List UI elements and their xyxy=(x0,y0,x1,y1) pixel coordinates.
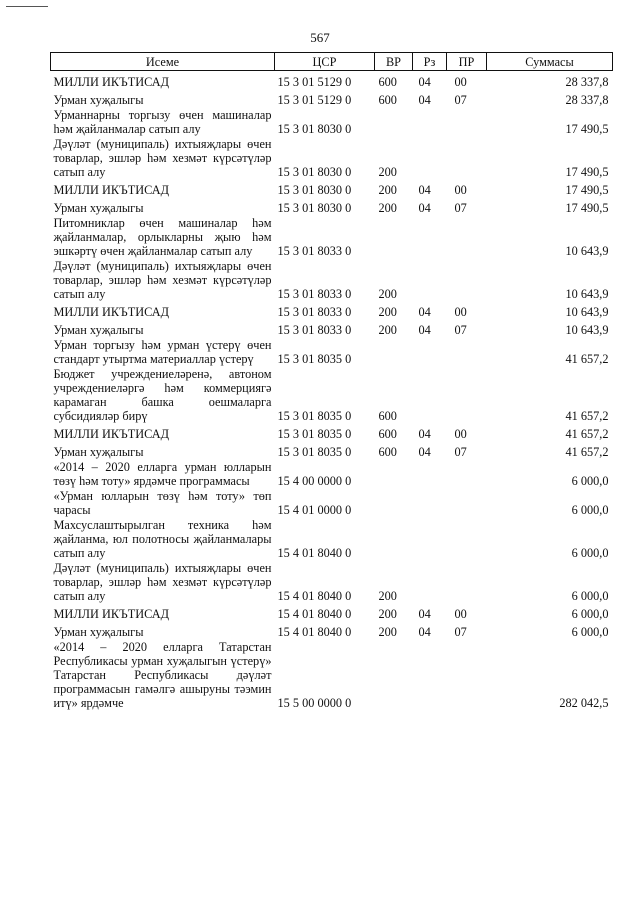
cell-name: «Урман юлларын төзү һәм тоту» төп чарасы xyxy=(53,489,272,517)
cell-sum: 6 000,0 xyxy=(571,546,609,560)
cell-pr xyxy=(447,517,487,560)
cell-name: Питомниклар өчен машиналар һәм җайланмалар, орлыкларны җыю һәм эшкәртү өчен җайланмалар сатып алу xyxy=(53,216,272,258)
cell-csr: 15 3 01 8033 0 xyxy=(277,287,352,301)
cell-name: Урман хуҗалыгы xyxy=(53,625,144,639)
cell-csr: 15 3 01 8035 0 xyxy=(277,445,352,459)
cell-name: МИЛЛИ ИКЪТИСАД xyxy=(53,427,169,441)
cell-sum: 6 000,0 xyxy=(571,474,609,488)
cell-sum: 6 000,0 xyxy=(571,607,609,621)
cell-rz: 04 xyxy=(418,201,431,215)
table-row xyxy=(51,258,613,301)
cell-sum: 17 490,5 xyxy=(565,122,609,136)
cell-name: Дәүләт (муниципаль) ихтыяҗлары өчен товарлар, эшләр һәм хезмәт күрсәтүләр сатып алу xyxy=(53,259,272,301)
cell-vr xyxy=(375,488,413,517)
table-row xyxy=(51,319,613,337)
cell-csr: 15 3 01 8033 0 xyxy=(277,305,352,319)
cell-csr: 15 4 00 0000 0 xyxy=(277,474,352,488)
page-number: 567 xyxy=(310,30,330,45)
cell-rz xyxy=(413,639,447,710)
cell-vr: 600 xyxy=(375,71,413,90)
header-row xyxy=(51,53,613,71)
cell-vr: 600 xyxy=(378,93,397,107)
cell-sum: 41 657,2 xyxy=(565,409,609,423)
cell-sum: 6 000,0 xyxy=(571,503,609,517)
cell-rz: 04 xyxy=(418,93,431,107)
cell-pr: 07 xyxy=(454,445,467,459)
cell-name: Урман торгызу һәм урман үстерү өчен стандарт утыртма материаллар үстерү xyxy=(53,338,272,366)
cell-vr: 600 xyxy=(378,427,397,441)
cell-vr: 200 xyxy=(378,305,397,319)
cell-name: МИЛЛИ ИКЪТИСАД xyxy=(53,305,169,319)
table-row xyxy=(51,560,613,603)
header-rz: Рз xyxy=(413,53,447,71)
cell-name: Урман хуҗалыгы xyxy=(53,445,144,459)
cell-name: МИЛЛИ ИКЪТИСАД xyxy=(53,183,169,197)
cell-sum: 28 337,8 xyxy=(487,71,613,90)
cell-csr: 15 3 01 8030 0 xyxy=(277,122,352,136)
table-row xyxy=(51,136,613,179)
cell-csr: 15 4 01 8040 0 xyxy=(277,625,352,639)
cell-sum: 17 490,5 xyxy=(565,201,609,215)
table-row xyxy=(51,71,613,90)
cell-sum: 282 042,5 xyxy=(559,696,609,710)
cell-name: Урман хуҗалыгы xyxy=(53,93,144,107)
cell-rz: 04 xyxy=(418,305,431,319)
cell-vr xyxy=(375,639,413,710)
cell-vr: 200 xyxy=(378,323,397,337)
cell-name: МИЛЛИ ИКЪТИСАД xyxy=(53,607,169,621)
cell-sum: 17 490,5 xyxy=(565,165,609,179)
cell-csr: 15 4 01 0000 0 xyxy=(277,503,352,517)
table-body xyxy=(51,71,613,711)
table-row xyxy=(51,423,613,441)
cell-pr xyxy=(447,337,487,366)
cell-pr xyxy=(447,215,487,258)
cell-rz xyxy=(413,517,447,560)
table-row xyxy=(51,517,613,560)
header-sum: Суммасы xyxy=(487,53,613,71)
cell-sum: 6 000,0 xyxy=(571,589,609,603)
cell-pr: 00 xyxy=(447,71,487,90)
cell-pr: 00 xyxy=(454,183,467,197)
cell-rz xyxy=(413,136,447,179)
cell-csr: 15 3 01 8035 0 xyxy=(277,427,352,441)
cell-pr: 00 xyxy=(454,607,467,621)
cell-vr xyxy=(375,215,413,258)
cell-rz xyxy=(413,459,447,488)
cell-rz xyxy=(413,258,447,301)
table-row xyxy=(51,89,613,107)
cell-rz xyxy=(413,215,447,258)
cell-rz xyxy=(413,337,447,366)
cell-name: Махсуслаштырылган техника һәм җайланма, юл полотносы җайланмалары сатып алу xyxy=(53,518,272,560)
cell-csr: 15 4 01 8040 0 xyxy=(277,589,352,603)
table-row xyxy=(51,215,613,258)
cell-rz: 04 xyxy=(413,71,447,90)
table-row xyxy=(51,107,613,136)
cell-pr: 00 xyxy=(454,305,467,319)
cell-pr xyxy=(447,488,487,517)
cell-sum: 10 643,9 xyxy=(565,323,609,337)
cell-pr xyxy=(447,459,487,488)
cell-rz xyxy=(413,560,447,603)
cell-sum: 17 490,5 xyxy=(565,183,609,197)
budget-table xyxy=(50,52,613,710)
cell-csr: 15 4 01 8040 0 xyxy=(277,607,352,621)
cell-name: Урманнарны торгызу өчен машиналар һәм җайланмалар сатып алу xyxy=(53,108,272,136)
cell-rz: 04 xyxy=(418,625,431,639)
cell-pr: 07 xyxy=(454,625,467,639)
cell-csr: 15 3 01 5129 0 xyxy=(277,93,352,107)
cell-rz: 04 xyxy=(418,445,431,459)
cell-vr: 600 xyxy=(378,445,397,459)
table-row xyxy=(51,337,613,366)
header-name: Исеме xyxy=(51,53,275,71)
cell-vr: 200 xyxy=(378,589,397,603)
cell-rz xyxy=(413,488,447,517)
cell-name: «2014 – 2020 елларга Татарстан Республикасы урман хуҗалыгын үстерү» Татарстан Республикасы дәүләт программасын гамәлгә ашыруны тәэмин итү» ярдәмче xyxy=(53,640,272,710)
cell-rz xyxy=(413,107,447,136)
cell-csr: 15 3 01 8033 0 xyxy=(277,244,352,258)
table-row xyxy=(51,441,613,459)
cell-pr xyxy=(447,366,487,423)
table-row xyxy=(51,179,613,197)
cell-csr: 15 3 01 8030 0 xyxy=(277,183,352,197)
cell-pr xyxy=(447,560,487,603)
table-row xyxy=(51,621,613,639)
cell-name: МИЛЛИ ИКЪТИСАД xyxy=(51,71,275,90)
cell-vr: 200 xyxy=(378,201,397,215)
table-row xyxy=(51,197,613,215)
cell-sum: 10 643,9 xyxy=(565,244,609,258)
header-pr: ПР xyxy=(447,53,487,71)
cell-name: Урман хуҗалыгы xyxy=(53,201,144,215)
cell-sum: 41 657,2 xyxy=(565,445,609,459)
cell-csr: 15 3 01 8033 0 xyxy=(277,323,352,337)
cell-pr xyxy=(447,136,487,179)
cell-sum: 41 657,2 xyxy=(565,352,609,366)
cell-vr: 200 xyxy=(378,165,397,179)
cell-sum: 10 643,9 xyxy=(565,287,609,301)
cell-rz: 04 xyxy=(418,323,431,337)
header-vr: ВР xyxy=(375,53,413,71)
cell-vr: 200 xyxy=(378,607,397,621)
cell-rz: 04 xyxy=(418,427,431,441)
cell-name: Бюджет учреждениеләренә, автоном учреждениеләргә һәм коммерциягә карамаган башка оешмаларга субсидияләр бирү xyxy=(53,367,272,423)
cell-vr: 600 xyxy=(378,409,397,423)
cell-pr xyxy=(447,258,487,301)
cell-sum: 6 000,0 xyxy=(571,625,609,639)
cell-vr: 200 xyxy=(378,625,397,639)
cell-rz: 04 xyxy=(418,183,431,197)
cell-csr: 15 3 01 8030 0 xyxy=(277,201,352,215)
cell-pr: 07 xyxy=(454,323,467,337)
cell-csr: 15 4 01 8040 0 xyxy=(277,546,352,560)
table-header xyxy=(51,53,613,71)
cell-name: Дәүләт (муниципаль) ихтыяҗлары өчен товарлар, эшләр һәм хезмәт күрсәтүләр сатып алу xyxy=(53,561,272,603)
cell-vr xyxy=(375,337,413,366)
cell-vr: 200 xyxy=(378,287,397,301)
cell-csr: 15 3 01 8030 0 xyxy=(277,165,352,179)
cell-rz: 04 xyxy=(418,607,431,621)
cell-rz xyxy=(413,366,447,423)
table-row xyxy=(51,603,613,621)
table-row xyxy=(51,639,613,710)
cell-sum: 41 657,2 xyxy=(565,427,609,441)
cell-name: Урман хуҗалыгы xyxy=(53,323,144,337)
header-csr: ЦСР xyxy=(275,53,375,71)
cell-pr xyxy=(447,107,487,136)
cell-sum: 10 643,9 xyxy=(565,305,609,319)
table-row xyxy=(51,301,613,319)
cell-csr: 15 3 01 5129 0 xyxy=(275,71,375,90)
cell-vr xyxy=(375,107,413,136)
table-row xyxy=(51,488,613,517)
cell-name: «2014 – 2020 елларга урман юлларын төзү һәм тоту» ярдәмче программасы xyxy=(53,460,272,488)
cell-pr xyxy=(447,639,487,710)
cell-vr: 200 xyxy=(378,183,397,197)
cell-csr: 15 5 00 0000 0 xyxy=(277,696,352,710)
cell-vr xyxy=(375,459,413,488)
cell-csr: 15 3 01 8035 0 xyxy=(277,409,352,423)
cell-pr: 00 xyxy=(454,427,467,441)
cell-vr xyxy=(375,517,413,560)
cell-sum: 28 337,8 xyxy=(565,93,609,107)
corner-rule xyxy=(6,6,48,7)
table-row xyxy=(51,459,613,488)
cell-csr: 15 3 01 8035 0 xyxy=(277,352,352,366)
table-row xyxy=(51,366,613,423)
cell-pr: 07 xyxy=(454,201,467,215)
cell-name: Дәүләт (муниципаль) ихтыяҗлары өчен товарлар, эшләр һәм хезмәт күрсәтүләр сатып алу xyxy=(53,137,272,179)
cell-pr: 07 xyxy=(454,93,467,107)
